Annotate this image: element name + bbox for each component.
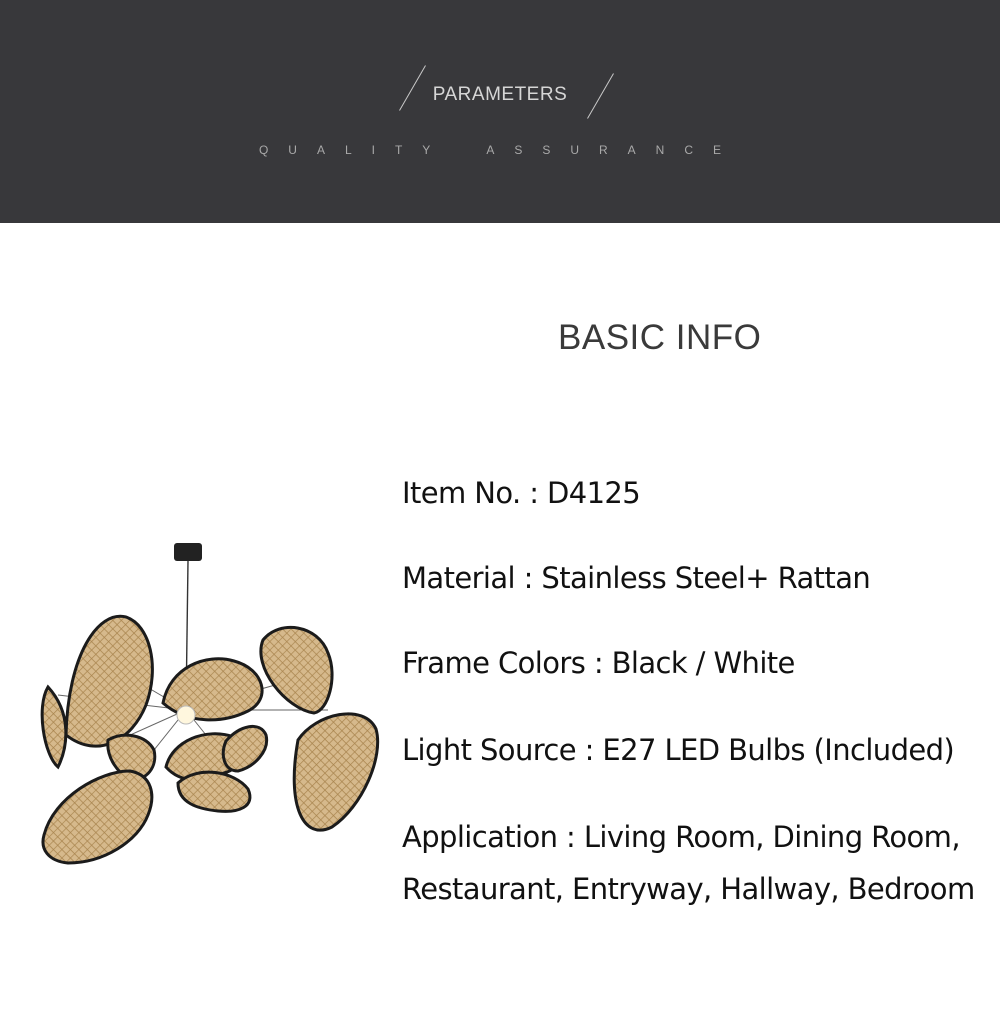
rattan-pendant-lamp-icon: [28, 535, 388, 875]
spec-item-no: Item No. : D4125: [402, 476, 641, 510]
banner-subtitle: [0, 143, 1000, 157]
spec-application-cont: Restaurant, Entryway, Hallway, Bedroom: [402, 872, 975, 906]
spec-frame-colors: Frame Colors : Black / White: [402, 646, 795, 680]
section-title: BASIC INFO: [558, 318, 762, 357]
subtitle-word-quality: QUALITY: [258, 143, 451, 157]
banner-title: PARAMETERS: [432, 84, 568, 105]
spec-material: Material : Stainless Steel+ Rattan: [402, 561, 871, 595]
spec-application: Application : Living Room, Dining Room,: [402, 820, 960, 854]
spec-light-source: Light Source : E27 LED Bulbs (Included): [402, 733, 955, 767]
header-banner: [0, 0, 1000, 223]
subtitle-word-assurance: ASSURANCE: [486, 143, 742, 157]
